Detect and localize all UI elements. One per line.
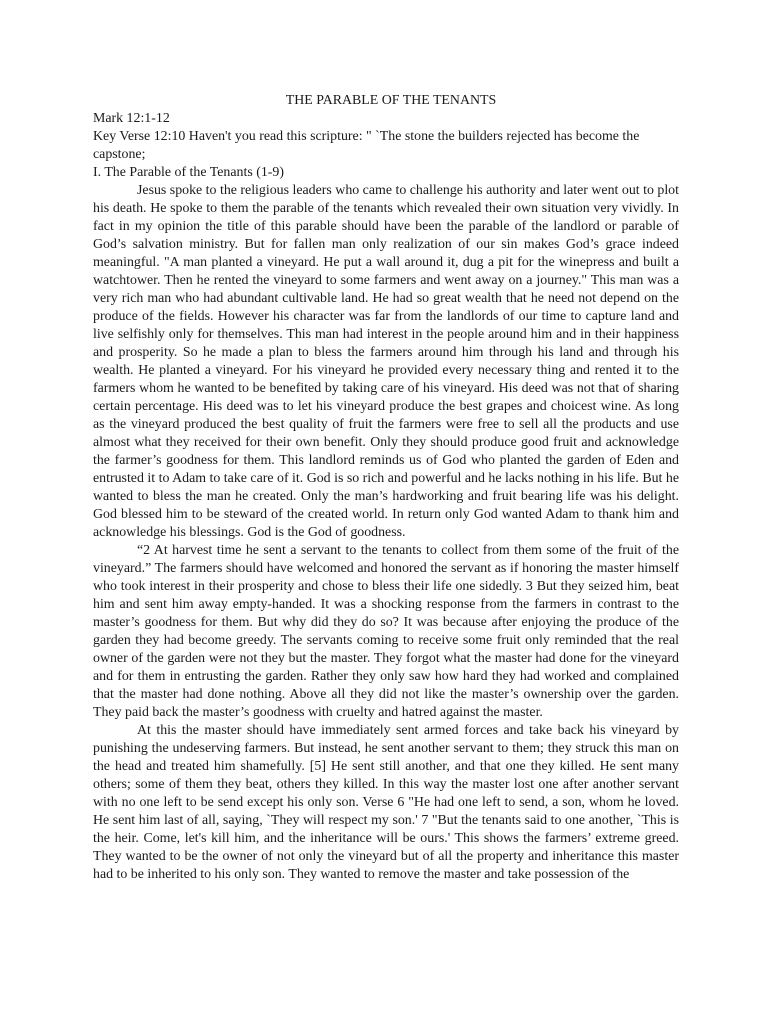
document-title: THE PARABLE OF THE TENANTS: [285, 93, 497, 108]
body-paragraph: At this the master should have immediately sent armed forces and take back his vineyard by punishing the undeserving farmers. But instead, he sent another servant to them; they struck this man on the head and treated him shamefully. [5] He sent still another, and that one they killed. He sent many others; some of them they beat, others they killed. In this way the master lost one after another servant with no one left to be send except his only son. Verse 6 "He had one left to send, a son, whom he loved. He sent him last of all, saying, `They will respect my son.' 7 "But the tenants said to one another, `This is the heir. Come, let's kill him, and the inheritance will be ours.' This shows the farmers’ extreme greed. They wanted to be the owner of not only the vineyard but of all the property and inheritance this master had to be inherited to his only son. They wanted to remove the master and take possession of the: [93, 723, 679, 882]
key-verse: Key Verse 12:10 Haven't you read this scripture: " `The stone the builders rejected has become the capstone;: [93, 129, 640, 162]
scripture-reference: Mark 12:1-12: [93, 111, 170, 126]
body-paragraph: Jesus spoke to the religious leaders who came to challenge his authority and later went out to plot his death. He spoke to them the parable of the tenants which revealed their own situation very vividly. In fact in my opinion the title of this parable should have been the parable of the landlord or parable of God’s salvation ministry. But for fallen man only realization of our sin makes God’s grace indeed meaningful. "A man planted a vineyard. He put a wall around it, dug a pit for the winepress and built a watchtower. Then he rented the vineyard to some farmers and went away on a journey." This man was a very rich man who had abundant cultivable land. He had so great wealth that he need not depend on the produce of the fields. However his character was far from the landlords of our time to capture land and live selfishly only for themselves. This man had interest in the people around him and in their happiness and prosperity. So he made a plan to bless the farmers around him through his land and through his wealth. He planted a vineyard. For his vineyard he provided every necessary thing and rented it to the farmers whom he wanted to be benefited by taking care of his vineyard. His deed was not that of sharing certain percentage. His deed was to let his vineyard produce the best grapes and choicest wine. As long as the vineyard produced the best quality of fruit the farmers were free to sell all the products and use almost what they received for their own benefit. Only they should produce good fruit and acknowledge the farmer’s goodness for them. This landlord reminds us of God who planted the garden of Eden and entrusted it to Adam to take care of it. God is so rich and powerful and he lacks nothing in his life. But he wanted to bless the man he created. Only the man’s hardworking and fruit bearing life was his delight. God blessed him to be steward of the created world. In return only God wanted Adam to thank him and acknowledge his blessings. God is the God of goodness.: [93, 183, 679, 540]
body-paragraph: “2 At harvest time he sent a servant to the tenants to collect from them some of the fruit of the vineyard.” The farmers should have welcomed and honored the servant as if honoring the master himself who took interest in their prosperity and chose to bless their life one sidedly. 3 But they seized him, beat him and sent him away empty-handed. It was a shocking response from the farmers in contrast to the master’s goodness for them. But why did they do so? It was because after enjoying the produce of the garden they had become greedy. The servants coming to receive some fruit only reminded that the real owner of the garden were not they but the master. They forgot what the master had done for the vineyard and for them in entrusting the garden. Rather they only saw how hard they had worked and complained that the master had done nothing. Above all they did not like the master’s ownership over the garden. They paid back the master’s goodness with cruelty and hatred against the master.: [93, 543, 679, 720]
document-page: [93, 92, 679, 884]
section-heading: I. The Parable of the Tenants (1-9): [93, 165, 284, 180]
